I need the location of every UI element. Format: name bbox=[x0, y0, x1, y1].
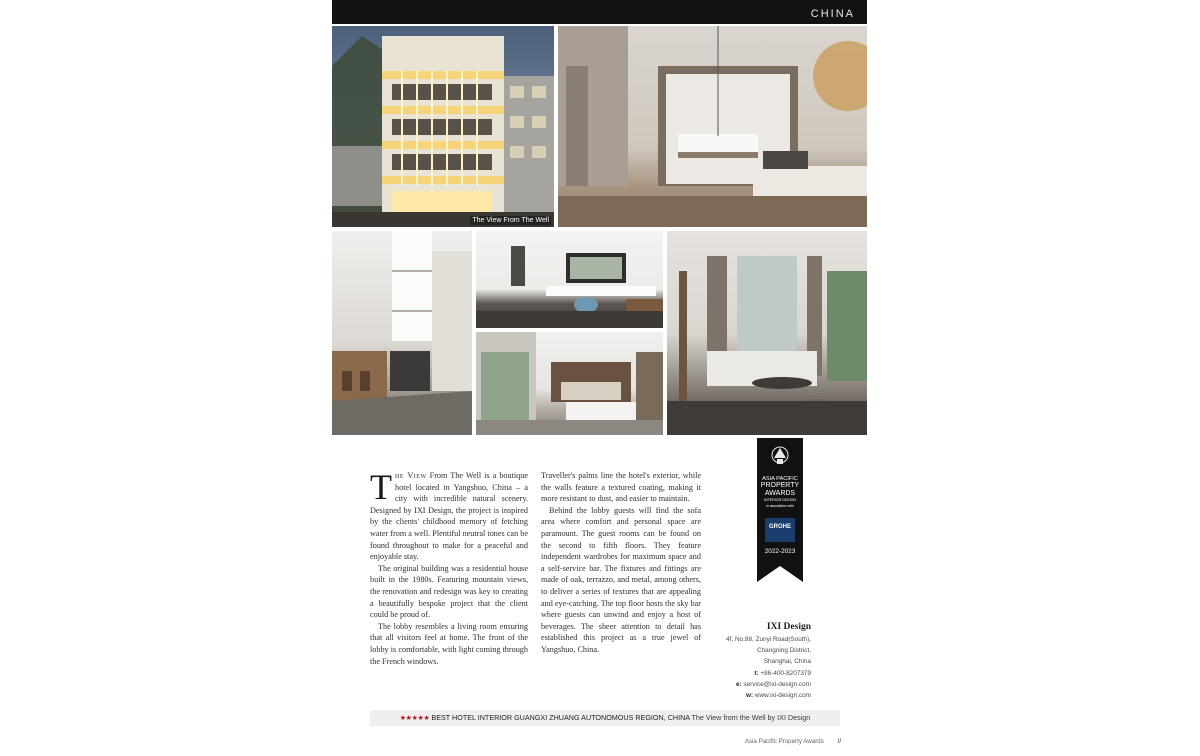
article-column-1 bbox=[370, 467, 528, 667]
award-badge bbox=[757, 438, 803, 582]
article-paragraph: The lobby resembles a living room ensuring that all visitors feel at home. The front of the lobby is comfortable, with light coming through the French windows. bbox=[370, 621, 528, 666]
badge-line-2: PROPERTY bbox=[760, 482, 800, 490]
photo-lobby-atrium bbox=[332, 231, 472, 435]
phone-label: t: bbox=[754, 669, 759, 677]
article-column-2 bbox=[541, 470, 701, 656]
magazine-page bbox=[332, 0, 867, 756]
badge-sponsor: GROHE bbox=[768, 524, 791, 530]
photo-bedroom bbox=[558, 26, 867, 227]
article-paragraph: The original building was a residential house built in the 1980s. Featuring mountain views, the renovation and redesign was key to creating a beautifully bespoke project that the client could be proud of. bbox=[370, 563, 528, 620]
award-title: BEST HOTEL INTERIOR GUANGXI ZHUANG AUTONOMOUS REGION, CHINA bbox=[431, 713, 690, 722]
company-contact bbox=[726, 621, 811, 701]
dropcap: T bbox=[370, 467, 392, 507]
photo-living-room bbox=[667, 231, 867, 435]
article-paragraph: Behind the lobby guests will find the sofa area where comfort and personal space are paramount. The guest rooms can be found on the second to fifth floors. They feature independent wardrobes for maximum space and a self-service bar. The fixtures and fittings are made of oak, terrazzo, and metal, among others, to deliver a series of textures that are appealing and eye-catching. The top floor hosts the sky bar where guests can unwind and enjoy a host of beverages. The sheer attention to detail has established this project as a true jewel of Yangshuo, China. bbox=[541, 505, 701, 654]
company-email: service@ixi-design.com bbox=[743, 680, 811, 688]
company-email-row bbox=[726, 679, 811, 690]
page-footer bbox=[745, 738, 841, 745]
paragraph-1-text: From The Well is a boutique hotel located in Yangshuo, China – a city with incredible natural scenery. Designed by IXI Design, the project is inspired by the clients' childhood memory of fetching water from a well. Plentiful neutral tones can be found throughout to make for a peaceful and enjoyable stay. bbox=[370, 471, 528, 562]
company-name: IXI Design bbox=[766, 622, 811, 632]
company-web-row bbox=[726, 690, 811, 701]
company-address-3: Shanghai, China bbox=[763, 658, 811, 666]
article-paragraph: Traveller's palms line the hotel's exterior, while the walls feature a textured coating, making it more resistant to dust, and easier to maintain. bbox=[541, 471, 701, 504]
top-bar bbox=[332, 0, 867, 24]
photo-caption: The View From The Well bbox=[472, 217, 549, 224]
web-label: w: bbox=[745, 692, 754, 700]
badge-line-1: ASIA PACIFIC bbox=[762, 476, 798, 482]
badge-title bbox=[757, 476, 803, 509]
publication-name: Asia Pacific Property Awards bbox=[744, 738, 824, 745]
article-paragraph bbox=[370, 467, 528, 563]
photo-exterior bbox=[332, 26, 554, 227]
region-label: CHINA bbox=[810, 8, 855, 20]
photo-lounge bbox=[476, 231, 663, 328]
photo-reception bbox=[476, 332, 663, 435]
lead-smallcaps: he View bbox=[395, 471, 427, 480]
badge-line-4: INTERIOR DESIGN bbox=[764, 498, 796, 503]
email-label: e: bbox=[735, 680, 742, 688]
company-address-2: Changning District, bbox=[757, 647, 811, 655]
company-phone-row bbox=[726, 668, 811, 679]
company-phone: +86-400-8207379 bbox=[760, 669, 811, 677]
award-project: The View from the Well by IXI Design bbox=[691, 713, 811, 722]
badge-line-3: AWARDS bbox=[764, 490, 796, 498]
badge-association: in association with bbox=[766, 504, 794, 509]
company-address-1: 4f, No.88, Zunyi Road(South), bbox=[726, 636, 811, 643]
star-rating-icon: ★★★★★ bbox=[399, 713, 430, 722]
company-web: www.ixi-design.com bbox=[754, 692, 811, 700]
badge-years: 2022-2023 bbox=[764, 548, 796, 555]
page-marker: II bbox=[837, 738, 841, 745]
award-bar bbox=[370, 710, 840, 726]
